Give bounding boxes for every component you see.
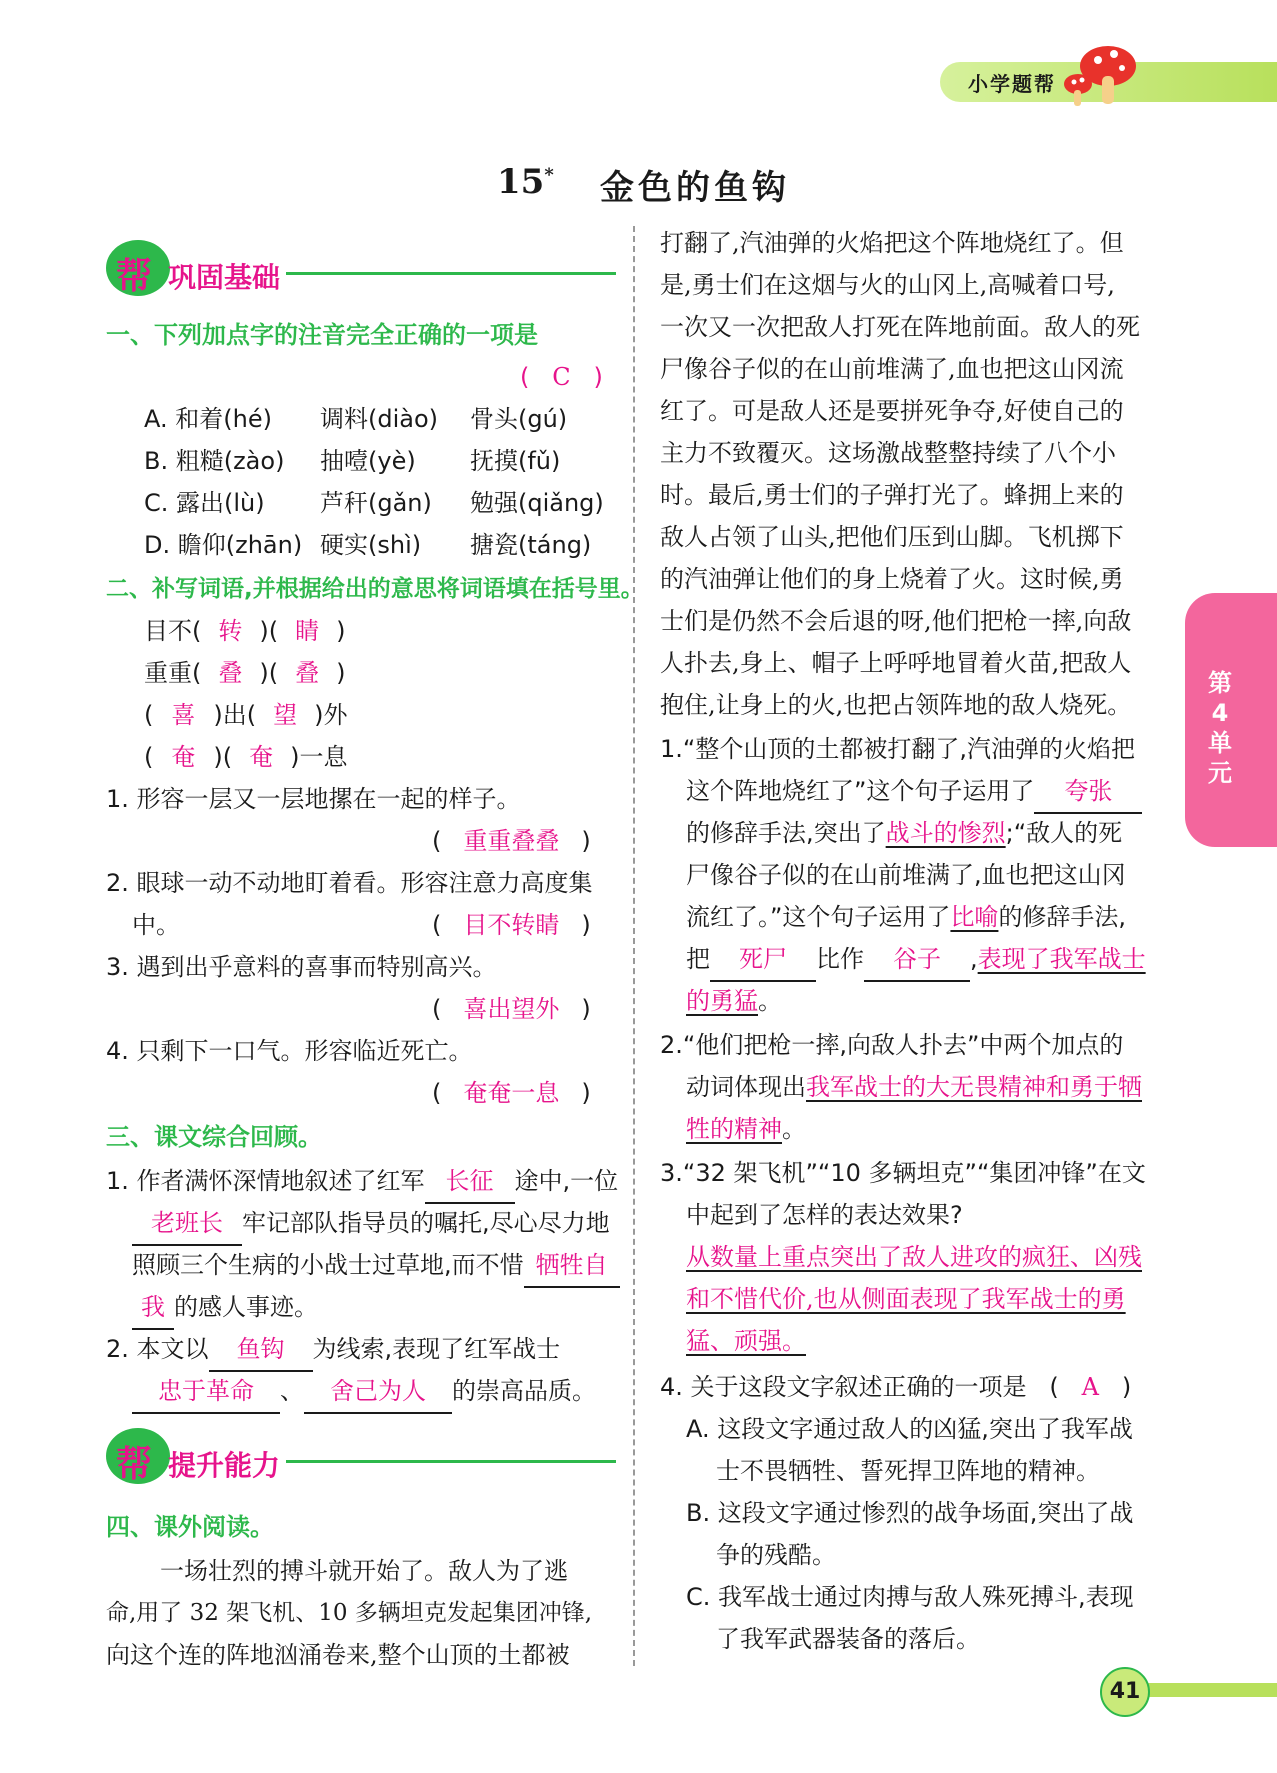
r4-line1: 4. 关于这段文字叙述正确的一项是 ( A ) bbox=[660, 1373, 1132, 1401]
section-divider bbox=[286, 1460, 616, 1463]
q3-item-1-line2: 老班长 牢记部队指导员的嘱托,尽心尽力地 bbox=[132, 1202, 610, 1246]
q1-option-b: B. 粗糙(zào) bbox=[144, 447, 285, 475]
r4-option-b: B. 这段文字通过惨烈的战争场面,突出了战 bbox=[686, 1499, 1134, 1527]
q2-item-2-answer: ( 目不转睛 ) bbox=[432, 911, 591, 939]
passage-line: 一场壮烈的搏斗就开始了。敌人为了逃 bbox=[160, 1557, 568, 1585]
section-badge-ability bbox=[106, 1428, 616, 1488]
q3-heading: 三、课文综合回顾。 bbox=[106, 1123, 322, 1151]
q2-item-2-cont: 中。 bbox=[132, 911, 180, 939]
r3-line1: 3.“32 架飞机”“10 多辆坦克”“集团冲锋”在文 bbox=[660, 1159, 1146, 1187]
q2-item-1-answer: ( 重重叠叠 ) bbox=[432, 827, 591, 855]
q1-option-b-3: 抚摸(fǔ) bbox=[470, 447, 561, 475]
q2-item-3: 3. 遇到出乎意料的喜事而特别高兴。 bbox=[106, 953, 497, 981]
brand-label: 小学题帮 bbox=[968, 72, 1056, 96]
passage-line: 尸像谷子似的在山前堆满了,血也把这山冈流 bbox=[660, 355, 1124, 383]
lesson-title: 金色的鱼钩 bbox=[600, 168, 790, 208]
passage-line: 向这个连的阵地汹涌卷来,整个山顶的土都被 bbox=[106, 1641, 570, 1669]
q4-heading: 四、课外阅读。 bbox=[106, 1513, 274, 1541]
q3-item-2-line2: 忠于革命 、 舍己为人 的崇高品质。 bbox=[132, 1370, 596, 1414]
r1-line4: 尸像谷子似的在山前堆满了,血也把这山冈 bbox=[686, 861, 1126, 889]
r1-line7: 的勇猛。 bbox=[686, 987, 782, 1015]
unit-side-tab-label: 第4单元 bbox=[1208, 669, 1232, 787]
q3-item-2-line1: 2. 本文以 鱼钩 为线索,表现了红军战士 bbox=[106, 1328, 560, 1372]
q1-option-a: A. 和着(hé) bbox=[144, 405, 272, 433]
passage-line: 命,用了 32 架飞机、10 多辆坦克发起集团冲锋, bbox=[106, 1600, 593, 1626]
r2-line3: 牲的精神。 bbox=[686, 1115, 806, 1143]
passage-line: 的汽油弹让他们的身上烧着了火。这时候,勇 bbox=[660, 565, 1124, 593]
r4-option-c-cont: 了我军武器装备的落后。 bbox=[716, 1625, 980, 1653]
r2-line2: 动词体现出我军战士的大无畏精神和勇于牺 bbox=[686, 1073, 1142, 1101]
q2-heading: 二、补写词语,并根据给出的意思将词语填在括号里。 bbox=[106, 576, 644, 602]
section-divider bbox=[286, 272, 616, 275]
q2-item-3-answer: ( 喜出望外 ) bbox=[432, 995, 591, 1023]
r3-answer-2: 和不惜代价,也从侧面表现了我军战士的勇 bbox=[686, 1285, 1126, 1313]
lesson-number: 15* bbox=[497, 162, 554, 202]
q2-word-1: 目不( 转 )( 睛 ) bbox=[144, 617, 346, 645]
passage-line: 主力不致覆灭。这场激战整整持续了八个小 bbox=[660, 439, 1116, 467]
q1-option-a-3: 骨头(gú) bbox=[470, 405, 568, 433]
r4-option-a: A. 这段文字通过敌人的凶猛,突出了我军战 bbox=[686, 1415, 1133, 1443]
q1-option-c-2: 芦秆(gǎn) bbox=[320, 489, 432, 517]
page-number-bar bbox=[1130, 1683, 1277, 1697]
passage-line: 时。最后,勇士们的子弹打光了。蜂拥上来的 bbox=[660, 481, 1124, 509]
q1-option-d-3: 搪瓷(táng) bbox=[470, 531, 592, 559]
passage-line: 是,勇士们在这烟与火的山冈上,高喊着口号, bbox=[660, 271, 1115, 299]
q1-answer-bracket: ( C ) bbox=[520, 363, 603, 391]
r3-line2: 中起到了怎样的表达效果? bbox=[686, 1201, 963, 1229]
r3-answer-1: 从数量上重点突出了敌人进攻的疯狂、凶残 bbox=[686, 1243, 1142, 1271]
q3-item-1-line3: 照顾三个生病的小战士过草地,而不惜 牺牲自 bbox=[132, 1244, 620, 1288]
passage-line: 抱住,让身上的火,也把占领阵地的敌人烧死。 bbox=[660, 691, 1132, 719]
passage-line: 敌人占领了山头,把他们压到山脚。飞机掷下 bbox=[660, 523, 1124, 551]
q2-word-2: 重重( 叠 )( 叠 ) bbox=[144, 659, 346, 687]
passage-line: 打翻了,汽油弹的火焰把这个阵地烧红了。但 bbox=[660, 229, 1124, 257]
passage-line: 红了。可是敌人还是要拼死争夺,好使自己的 bbox=[660, 397, 1124, 425]
r1-line5: 流红了。”这个句子运用了比喻的修辞手法, bbox=[686, 903, 1127, 931]
r4-option-a-cont: 士不畏牺牲、誓死捍卫阵地的精神。 bbox=[716, 1457, 1100, 1485]
section-badge-basics bbox=[106, 240, 616, 300]
q2-word-4: ( 奄 )( 奄 )一息 bbox=[144, 743, 348, 771]
bang-badge-icon: 帮 bbox=[106, 1428, 170, 1484]
q3-item-1-line4: 我 的感人事迹。 bbox=[132, 1286, 318, 1330]
page-number: 41 bbox=[1100, 1667, 1150, 1717]
mushroom-icon bbox=[1062, 40, 1144, 110]
q3-item-1-line1: 1. 作者满怀深情地叙述了红军 长征 途中,一位 bbox=[106, 1160, 618, 1204]
q1-option-c-3: 勉强(qiǎng) bbox=[470, 489, 604, 517]
q2-item-4-answer: ( 奄奄一息 ) bbox=[432, 1079, 591, 1107]
r4-option-b-cont: 争的残酷。 bbox=[716, 1541, 836, 1569]
passage-line: 一次又一次把敌人打死在阵地前面。敌人的死 bbox=[660, 313, 1140, 341]
section-title: 巩固基础 bbox=[168, 261, 281, 294]
q1-option-c: C. 露出(lù) bbox=[144, 489, 265, 517]
column-divider bbox=[633, 226, 635, 1666]
r1-line6: 把 死尸 比作 谷子 ,表现了我军战士 bbox=[686, 938, 1146, 982]
q1-heading: 一、下列加点字的注音完全正确的一项是 bbox=[106, 321, 538, 349]
r2-line1: 2.“他们把枪一摔,向敌人扑去”中两个加点的 bbox=[660, 1031, 1124, 1059]
q1-option-a-2: 调料(diào) bbox=[320, 405, 439, 433]
r1-line2: 这个阵地烧红了”这个句子运用了 夸张 bbox=[686, 770, 1142, 814]
q1-option-d: D. 瞻仰(zhān) bbox=[144, 531, 303, 559]
passage-line: 士们是仍然不会后退的呀,他们把枪一摔,向敌 bbox=[660, 607, 1132, 635]
r3-answer-3: 猛、顽强。 bbox=[686, 1327, 806, 1355]
q2-word-3: ( 喜 )出( 望 )外 bbox=[144, 701, 348, 729]
q1-option-d-2: 硬实(shì) bbox=[320, 531, 422, 559]
q2-item-1: 1. 形容一层又一层地摞在一起的样子。 bbox=[106, 785, 521, 813]
q2-item-2: 2. 眼球一动不动地盯着看。形容注意力高度集 bbox=[106, 869, 593, 897]
r1-line1: 1.“整个山顶的土都被打翻了,汽油弹的火焰把 bbox=[660, 735, 1135, 763]
section-title: 提升能力 bbox=[168, 1449, 281, 1482]
passage-line: 人扑去,身上、帽子上呼呼地冒着火苗,把敌人 bbox=[660, 649, 1132, 677]
r4-option-c: C. 我军战士通过肉搏与敌人殊死搏斗,表现 bbox=[686, 1583, 1134, 1611]
q1-option-b-2: 抽噎(yè) bbox=[320, 447, 416, 475]
r1-line3: 的修辞手法,突出了战斗的惨烈;“敌人的死 bbox=[686, 819, 1123, 847]
bang-badge-icon: 帮 bbox=[106, 240, 170, 296]
q2-item-4: 4. 只剩下一口气。形容临近死亡。 bbox=[106, 1037, 473, 1065]
